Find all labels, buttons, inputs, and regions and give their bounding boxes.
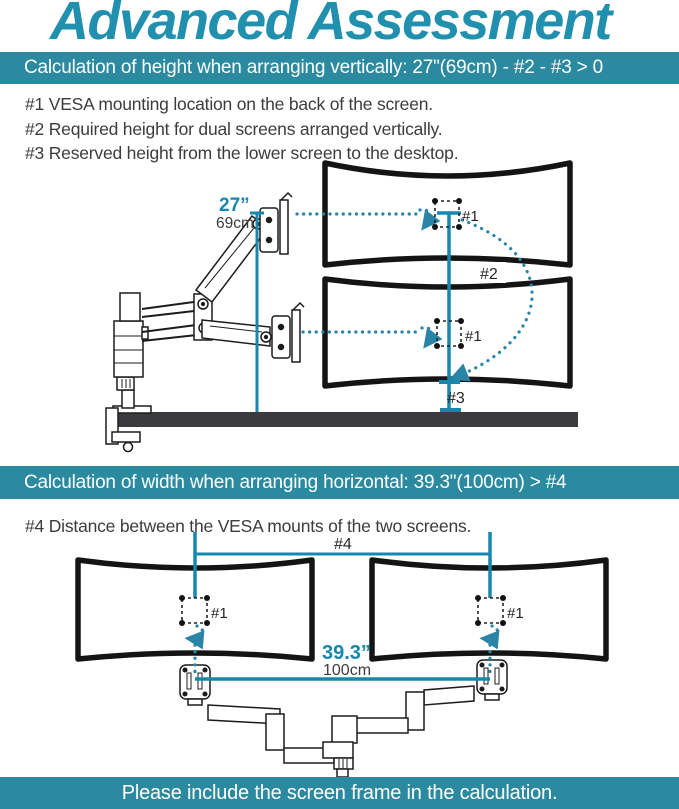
height-calc-banner [0, 52, 679, 84]
width-calc-banner-text: Calculation of width when arranging horizontal: 39.3"(100cm) > #4 [24, 471, 567, 493]
lower-arm [202, 320, 271, 346]
vesa-label-right: #1 [507, 605, 524, 622]
upper-vesa-plate [260, 193, 292, 254]
arm-pole [114, 293, 148, 408]
footer-banner [0, 777, 679, 809]
note-vesa-distance: #4 Distance between the VESA mounts of the two screens. [25, 516, 472, 536]
width-calc-banner [0, 466, 679, 499]
vertical-arrangement-diagram [0, 160, 679, 460]
desk-clamp [106, 406, 151, 452]
horizontal-arrangement-diagram [0, 528, 679, 777]
height-label-inches: 27” [219, 195, 250, 216]
vesa-label-top: #1 [462, 208, 479, 225]
width-label-cm: 100cm [323, 662, 372, 679]
note-reserved-height: #3 Reserved height from the lower screen to the desktop. [25, 143, 459, 163]
footer-banner-text: Please include the screen frame in the calculation. [121, 781, 558, 804]
desk-surface [112, 412, 578, 427]
lower-vesa-plate [272, 303, 304, 362]
height-label-cm: 69cm [216, 215, 254, 232]
width-label-inches: 39.3” [322, 642, 371, 664]
vesa-label-bottom: #1 [465, 328, 482, 345]
span-label: #4 [334, 536, 352, 553]
height-calc-banner-text: Calculation of height when arranging vertically: 27"(69cm) - #2 - #3 > 0 [24, 57, 604, 78]
page-title: Advanced Assessment [50, 0, 611, 51]
vesa-label-left: #1 [211, 605, 228, 622]
note-vesa-location: #1 VESA mounting location on the back of the screen. [25, 94, 433, 114]
height-notes [25, 92, 458, 166]
gap-label: #3 [447, 390, 465, 407]
arc-label: #2 [480, 266, 498, 283]
note-required-height: #2 Required height for dual screens arranged vertically. [25, 118, 443, 139]
